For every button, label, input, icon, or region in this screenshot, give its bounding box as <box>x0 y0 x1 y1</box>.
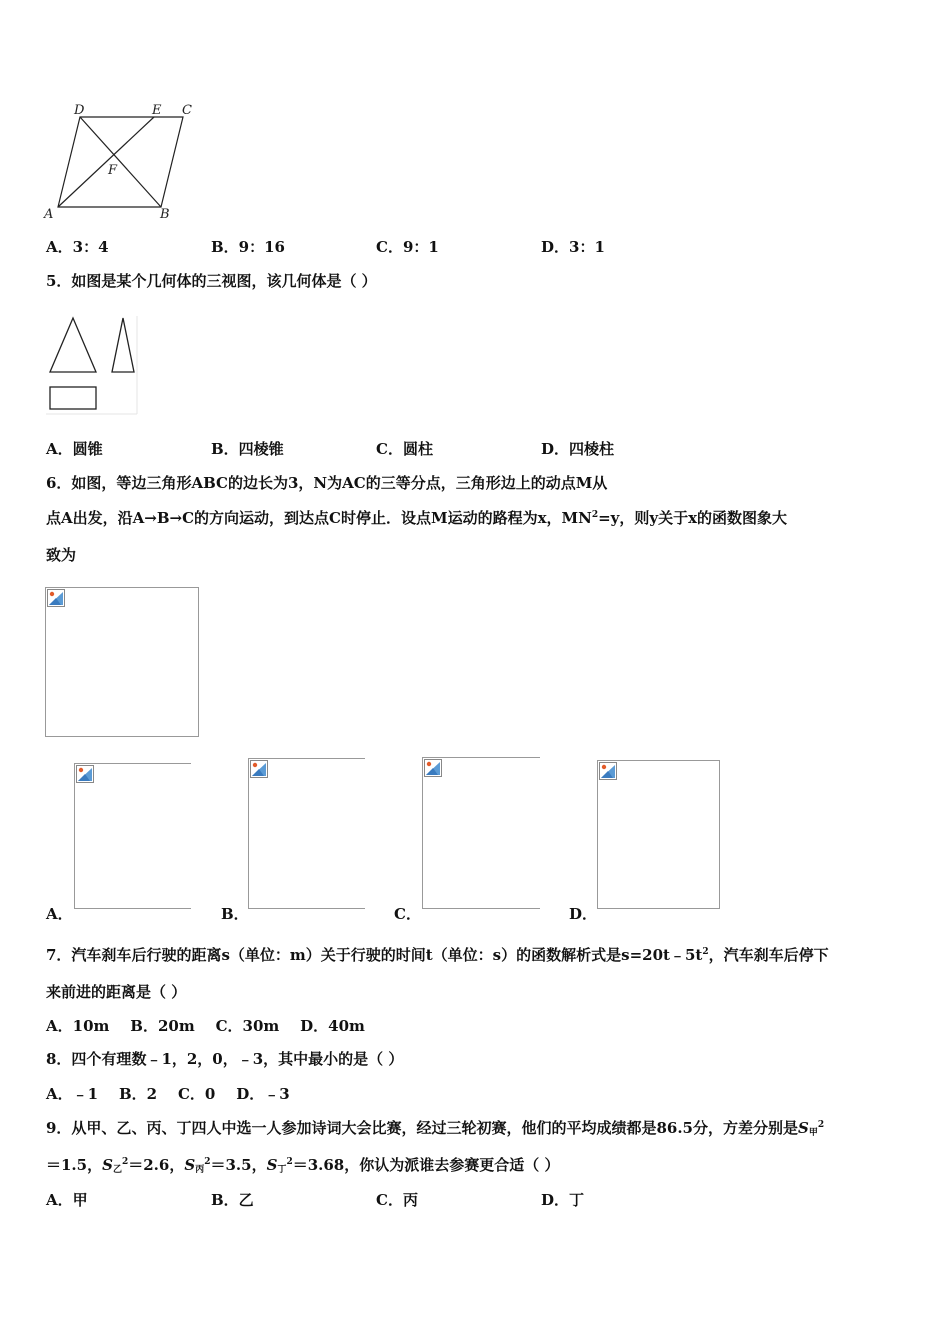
q9-stem-line2: ＝1.5，$S_乙^2=2.6$，$S_丙^2=3.5$，$S_丁^2=3.68$，你认为派谁去参赛更合适（ ） <box>46 1156 560 1175</box>
top-view-rectangle <box>50 387 96 409</box>
q6-option-c-broken-image <box>422 757 540 909</box>
broken-image-icon <box>250 760 268 778</box>
broken-image-icon <box>599 762 617 780</box>
q6-option-d-label: D． <box>569 905 598 923</box>
q9-option-c: C．丙 <box>376 1191 418 1209</box>
broken-image-icon <box>47 589 65 607</box>
q6-option-b-label: B． <box>221 905 249 923</box>
q7-options: A．10m B．20m C．30m D．40m <box>46 1017 365 1035</box>
label-d: D <box>74 103 85 118</box>
segment-ae <box>58 117 154 207</box>
label-a: A <box>44 207 54 222</box>
label-b: B <box>160 207 170 222</box>
q7-stem-line1: 7．汽车刹车后行驶的距离s（单位：m）关于行驶的时间t（单位：s）的函数解析式是$s=20t﹣5t^2$，汽车刹车后停下 <box>46 946 829 964</box>
q5-stem: 5．如图是某个几何体的三视图，该几何体是（ ） <box>46 272 377 290</box>
label-e: E <box>152 103 162 118</box>
label-c: C <box>182 103 192 118</box>
q6-stem-line3: 致为 <box>46 546 77 564</box>
q9-option-a: A．甲 <box>46 1191 88 1209</box>
q5-option-a: A．圆锥 <box>46 440 103 458</box>
q9-option-d: D．丁 <box>541 1191 585 1209</box>
q4-option-b: B．9：16 <box>211 238 285 256</box>
q9-option-b: B．乙 <box>211 1191 254 1209</box>
front-view-triangle <box>50 318 96 372</box>
q5-option-c: C．圆柱 <box>376 440 433 458</box>
q8-options: A．﹣1 B．2 C．0 D．﹣3 <box>46 1085 290 1103</box>
q4-option-a: A．3：4 <box>46 238 109 256</box>
q6-option-a-label: A． <box>46 905 73 923</box>
three-view-figure <box>44 310 144 416</box>
side-view-triangle <box>112 318 134 372</box>
diagonal-db <box>80 117 161 207</box>
q5-option-b: B．四棱锥 <box>211 440 284 458</box>
q6-stem-line2: 点A出发，沿A→B→C的方向运动，到达点C时停止．设点M运动的路程为x，$MN^2=y$，则y关于x的函数图象大 <box>46 509 788 527</box>
q5-option-d: D．四棱柱 <box>541 440 615 458</box>
broken-image-icon <box>76 765 94 783</box>
q6-option-c-label: C． <box>394 905 421 923</box>
q8-stem: 8．四个有理数﹣1，2，0，﹣3，其中最小的是（ ） <box>46 1050 404 1068</box>
q6-option-d-broken-image <box>597 760 720 909</box>
q6-figure-broken-image <box>45 587 199 737</box>
q7-stem-line2: 来前进的距离是（ ） <box>46 983 187 1001</box>
parallelogram-figure <box>40 98 210 226</box>
q4-option-c: C．9：1 <box>376 238 439 256</box>
label-f: F <box>108 163 118 178</box>
q6-option-b-broken-image <box>248 758 365 909</box>
q9-stem-line1: 9．从甲、乙、丙、丁四人中选一人参加诗词大会比赛，经过三轮初赛，他们的平均成绩都是86.5分，方差分别是$S_甲^2$ <box>46 1119 825 1138</box>
q6-stem-line1: 6．如图，等边三角形ABC的边长为3，N为AC的三等分点，三角形边上的动点M从 <box>46 474 608 492</box>
q4-option-d: D．3：1 <box>541 238 605 256</box>
broken-image-icon <box>424 759 442 777</box>
q6-option-a-broken-image <box>74 763 191 909</box>
